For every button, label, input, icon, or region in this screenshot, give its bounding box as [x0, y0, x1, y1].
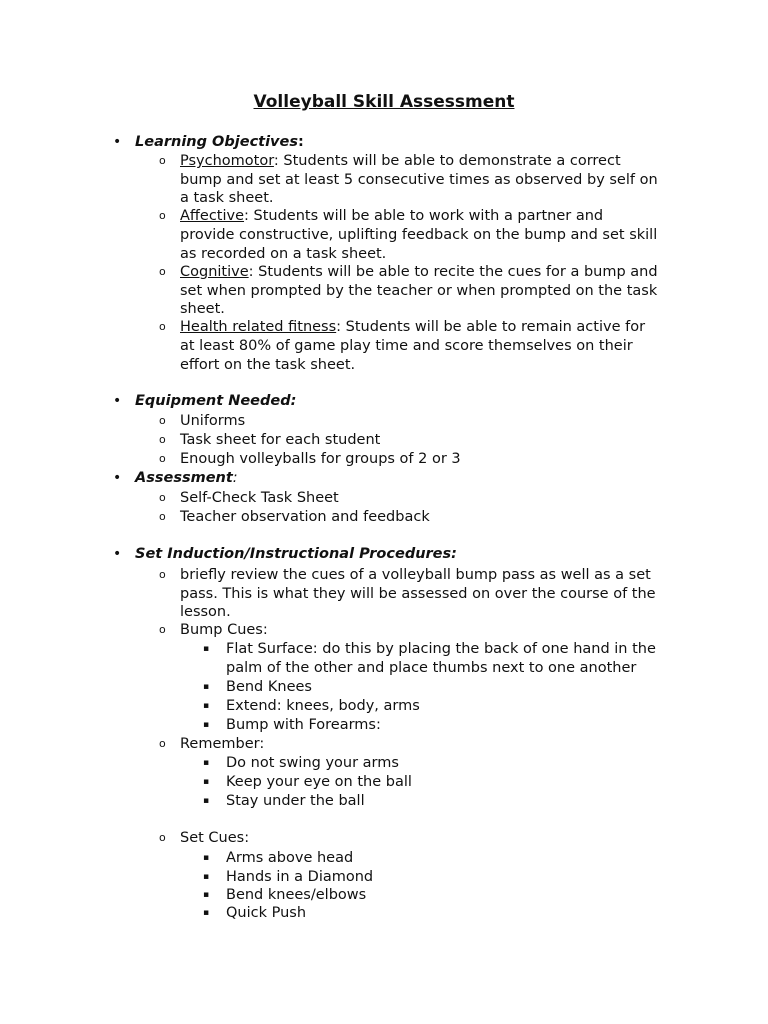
objective-label: Psychomotor	[180, 153, 274, 169]
procedures-heading: Set Induction/Instructional Procedures:	[135, 546, 457, 562]
set-cues-label: Set Cues:	[180, 830, 250, 846]
bullet-dot: •	[113, 134, 122, 150]
remember-label: Remember:	[180, 736, 265, 752]
bullet-circle: o	[159, 623, 166, 636]
bullet-square: ▪	[203, 853, 210, 863]
objective-label: Cognitive	[180, 264, 249, 280]
bullet-circle: o	[159, 433, 166, 446]
bullet-circle: o	[159, 491, 166, 504]
bullet-circle: o	[159, 452, 166, 465]
bullet-dot: •	[113, 546, 122, 562]
bullet-circle: o	[159, 831, 166, 844]
bullet-square: ▪	[203, 758, 210, 768]
bullet-circle: o	[159, 737, 166, 750]
equipment-heading: Equipment Needed:	[135, 393, 297, 409]
bullet-circle: o	[159, 320, 166, 333]
bullet-circle: o	[159, 510, 166, 523]
bullet-square: ▪	[203, 796, 210, 806]
bullet-square: ▪	[203, 889, 210, 900]
objectives-heading: Learning Objectives:	[135, 134, 304, 150]
document-page: Volleyball Skill Assessment • Learning Objectives: o Psychomotor: Students will be able to demonstrate a correct bump and set at least 5 consecutive times as observed by self on a task sheet. o Affective: Students will be able to work with a partner and provide constructive, uplifting feedback on the bump and set skill as recorded on a task sheet. o Cognitive: Students will be able to recite the cues for a bump and set when prompted by the teacher or when prompted on the task sheet. o Health related fitness: Students will be able to remain active for at least 80% of game play time and score themselves on their effort on the task sheet. • Equipment Needed: o Uniforms o Task sheet for each student o Enough volleyballs for groups of 2 or 3 • Assessment: o Self-Check Task Sheet o Teacher observation and feedback • Set Induction/Instructional Procedures: o briefly review the cues of a volleyball bump pass as well as a set pass. This is what they will be assessed on over the course of the lesson. o Bump Cues: ▪ Flat Surface: do this by placing the back of one hand in the palm of the other and place thumbs next to one another ▪ Bend Knees ▪ Extend: knees, body, arms ▪ Bump with Forearms: o Remember: ▪ Do not swing your arms ▪ Keep your eye on the ball ▪ Stay under the ball o Set Cues: ▪ Arms above head ▪ Hands in a Diamond ▪ Bend knees/elbows ▪ Quick Push	[0, 0, 768, 1024]
bullet-square: ▪	[203, 777, 210, 787]
bullet-square: ▪	[203, 700, 210, 711]
bullet-circle: o	[159, 265, 166, 278]
bullet-circle: o	[159, 413, 166, 427]
bullet-dot: •	[113, 470, 122, 486]
assessment-heading: Assessment:	[135, 470, 238, 486]
bullet-square: ▪	[203, 871, 210, 882]
bullet-square: ▪	[203, 644, 210, 654]
bullet-square: ▪	[203, 908, 210, 918]
objective-label: Affective	[180, 208, 245, 224]
bump-cues-label: Bump Cues:	[180, 622, 268, 638]
bullet-circle: o	[159, 568, 166, 581]
bullet-circle: o	[159, 154, 166, 167]
bullet-square: ▪	[203, 719, 210, 730]
bullet-dot: •	[113, 393, 122, 409]
document-title: Volleyball Skill Assessment	[253, 92, 515, 112]
bullet-circle: o	[159, 209, 166, 222]
objective-label: Health related fitness	[180, 319, 337, 335]
bullet-square: ▪	[203, 681, 210, 692]
